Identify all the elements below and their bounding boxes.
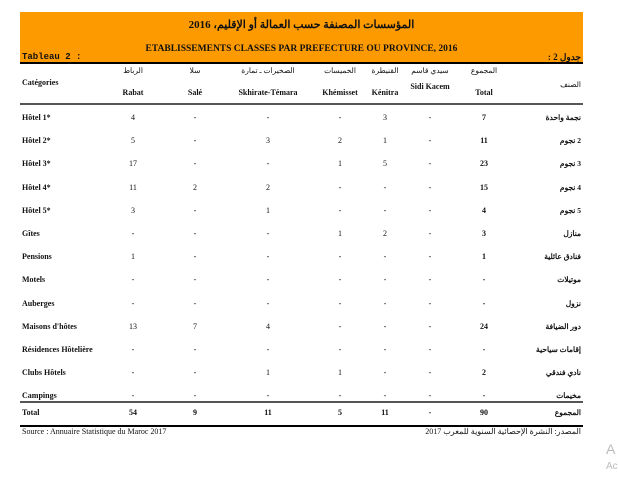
table-cell: 1	[383, 136, 387, 146]
table-cell: -	[131, 368, 135, 378]
column-header-fr: Sidi Kacem	[410, 82, 450, 91]
table-cell: -	[428, 345, 432, 354]
table-cell: -	[338, 182, 342, 192]
table-cell: -	[428, 368, 432, 378]
column-header-fr: Total	[475, 88, 493, 97]
table-cell: 1	[338, 229, 342, 238]
table-cell: -	[482, 345, 486, 354]
column-header-ar: القنيطرة	[371, 66, 399, 75]
column-header-ar: سلا	[189, 66, 201, 75]
row-label-fr: Auberges	[22, 298, 55, 308]
table-cell: 15	[480, 182, 488, 192]
table-label-ar: جدول 2 :	[547, 52, 581, 62]
table-cell: -	[482, 391, 486, 401]
table-cell: -	[383, 275, 387, 285]
table-cell: -	[131, 298, 135, 308]
table-cell: 17	[129, 159, 137, 169]
divider	[20, 401, 583, 403]
table-cell: -	[338, 345, 342, 354]
table-cell: 2	[482, 368, 486, 378]
source-fr: Source : Annuaire Statistique du Maroc 2017	[22, 427, 167, 436]
table-cell: 1	[131, 252, 135, 262]
row-label-ar: 5 نجوم	[559, 205, 581, 215]
table-cell: -	[338, 113, 342, 122]
row-label-fr: Clubs Hôtels	[22, 368, 66, 378]
table-cell: -	[338, 205, 342, 215]
table-cell: 9	[193, 408, 197, 417]
table-cell: 4	[266, 321, 270, 331]
row-label-ar: نجمة واحدة	[545, 113, 581, 122]
row-label-ar: 3 نجوم	[559, 159, 581, 169]
table-cell: -	[193, 205, 197, 215]
watermark-line2: Ac	[606, 461, 618, 472]
table-cell: -	[428, 298, 432, 308]
table-cell: -	[131, 229, 135, 238]
table-cell: -	[428, 182, 432, 192]
column-header-ar: الخميسات	[324, 66, 356, 75]
table-cell: -	[193, 113, 197, 122]
row-label-fr: Hôtel 3*	[22, 159, 51, 169]
table-cell: -	[428, 136, 432, 146]
table-cell: -	[338, 321, 342, 331]
table-cell: -	[383, 252, 387, 262]
row-label-fr: Hôtel 5*	[22, 205, 51, 215]
table-cell: 23	[480, 159, 488, 169]
table-cell: -	[193, 275, 197, 285]
source-ar: المصدر: النشرة الإحصائية السنوية للمغرب 2017	[425, 427, 581, 436]
row-label-fr: Gîtes	[22, 229, 40, 238]
row-label-fr: Hôtel 1*	[22, 113, 51, 122]
table-cell: -	[338, 298, 342, 308]
table-cell: -	[193, 252, 197, 262]
table-cell: -	[428, 205, 432, 215]
row-label-fr: Résidences Hôtelière	[22, 345, 93, 354]
row-label-fr: Pensions	[22, 252, 52, 262]
table-cell: -	[131, 391, 135, 401]
table-cell: -	[193, 368, 197, 378]
table-cell: 54	[129, 408, 137, 417]
table-cell: 7	[193, 321, 197, 331]
row-label-fr: Total	[22, 408, 40, 417]
table-cell: -	[428, 229, 432, 238]
table-cell: -	[428, 252, 432, 262]
table-cell: -	[428, 321, 432, 331]
column-header-ar: الصخيرات ـ تمارة	[241, 66, 295, 75]
table-cell: -	[266, 345, 270, 354]
table-cell: -	[383, 205, 387, 215]
table-cell: -	[131, 345, 135, 354]
table-cell: 11	[129, 182, 137, 192]
table-cell: 3	[131, 205, 135, 215]
table-cell: -	[131, 275, 135, 285]
divider	[20, 103, 583, 105]
column-header-fr: Rabat	[122, 88, 144, 97]
table-label-fr: Tableau 2 :	[22, 52, 82, 62]
table-cell: -	[428, 391, 432, 401]
table-cell: -	[482, 298, 486, 308]
table-cell: -	[383, 391, 387, 401]
row-label-fr: Hôtel 2*	[22, 136, 51, 146]
table-cell: 1	[482, 252, 486, 262]
table-cell: -	[338, 391, 342, 401]
table-cell: -	[193, 159, 197, 169]
title-arabic: المؤسسات المصنفة حسب العمالة أو الإقليم، 2016	[188, 19, 415, 31]
table-cell: -	[266, 252, 270, 262]
table-cell: -	[383, 182, 387, 192]
table-cell: 4	[482, 205, 486, 215]
table-cell: -	[383, 345, 387, 354]
table-cell: -	[428, 159, 432, 169]
watermark-line1: A	[606, 441, 616, 457]
table-cell: 1	[338, 368, 342, 378]
table-cell: -	[193, 136, 197, 146]
row-label-fr: Motels	[22, 275, 46, 285]
table-cell: 2	[266, 182, 270, 192]
table-cell: -	[266, 298, 270, 308]
row-label-ar: 2 نجوم	[559, 136, 581, 146]
table-cell: 13	[129, 321, 137, 331]
column-header-fr: Skhirate-Témara	[238, 88, 298, 97]
table-cell: 3	[482, 229, 486, 238]
table-cell: -	[266, 159, 270, 169]
table-cell: -	[266, 391, 270, 401]
table-cell: -	[383, 321, 387, 331]
row-label-ar: مخيمات	[556, 391, 581, 401]
title-french: ETABLISSEMENTS CLASSES PAR PREFECTURE OU PROVINCE, 2016	[145, 44, 458, 54]
table-cell: -	[266, 275, 270, 285]
table-cell: 3	[266, 136, 270, 146]
table-cell: 5	[383, 159, 387, 169]
table-cell: 1	[266, 368, 270, 378]
table-cell: 4	[131, 113, 135, 122]
column-header-fr: Kénitra	[371, 88, 399, 97]
row-label-ar: منازل	[563, 229, 581, 238]
table-cell: 2	[193, 182, 197, 192]
table-cell: 11	[381, 408, 389, 417]
row-label-ar: موتيلات	[557, 275, 581, 285]
column-header-ar: الرباط	[123, 66, 143, 75]
table-cell: -	[482, 275, 486, 285]
row-label-fr: Hôtel 4*	[22, 182, 51, 192]
table-cell: -	[338, 252, 342, 262]
table-cell: 5	[338, 408, 342, 417]
row-label-ar: إقامات سياحية	[536, 345, 581, 354]
row-label-ar: 4 نجوم	[559, 182, 581, 192]
table-cell: 1	[338, 159, 342, 169]
row-label-ar: دور الضيافة	[545, 321, 581, 331]
table-cell: 7	[482, 113, 486, 122]
table-cell: -	[193, 298, 197, 308]
row-label-ar: المجموع	[554, 408, 581, 417]
table-cell: -	[193, 345, 197, 354]
row-label-ar: فنادق عائلية	[544, 252, 581, 262]
table-cell: -	[266, 229, 270, 238]
table-cell: 3	[383, 113, 387, 122]
row-label-ar: نادي فندقي	[545, 368, 581, 378]
row-label-fr: Maisons d'hôtes	[22, 321, 77, 331]
table-cell: 2	[338, 136, 342, 146]
table-cell: -	[383, 368, 387, 378]
table-cell: 2	[383, 229, 387, 238]
header-categories-fr: Catégories	[22, 78, 59, 87]
table-cell: 24	[480, 321, 488, 331]
row-label-fr: Campings	[22, 391, 57, 401]
table-cell: -	[428, 275, 432, 285]
table-cell: 90	[480, 408, 488, 417]
table-cell: -	[266, 113, 270, 122]
table-cell: 11	[264, 408, 272, 417]
divider	[20, 62, 583, 64]
title-banner	[20, 12, 583, 62]
column-header-fr: Salé	[187, 88, 203, 97]
column-header-ar: سيدي قاسم	[411, 66, 449, 75]
column-header-ar: المجموع	[470, 66, 498, 75]
row-label-ar: نزول	[565, 298, 581, 308]
table-cell: -	[428, 113, 432, 122]
header-categories-ar: الصنف	[560, 80, 581, 89]
table-cell: 1	[266, 205, 270, 215]
table-cell: 11	[480, 136, 488, 146]
table-cell: -	[383, 298, 387, 308]
column-header-fr: Khémisset	[322, 88, 358, 97]
table-cell: -	[428, 408, 432, 417]
table-cell: 5	[131, 136, 135, 146]
table-cell: -	[193, 391, 197, 401]
table-cell: -	[338, 275, 342, 285]
table-cell: -	[193, 229, 197, 238]
